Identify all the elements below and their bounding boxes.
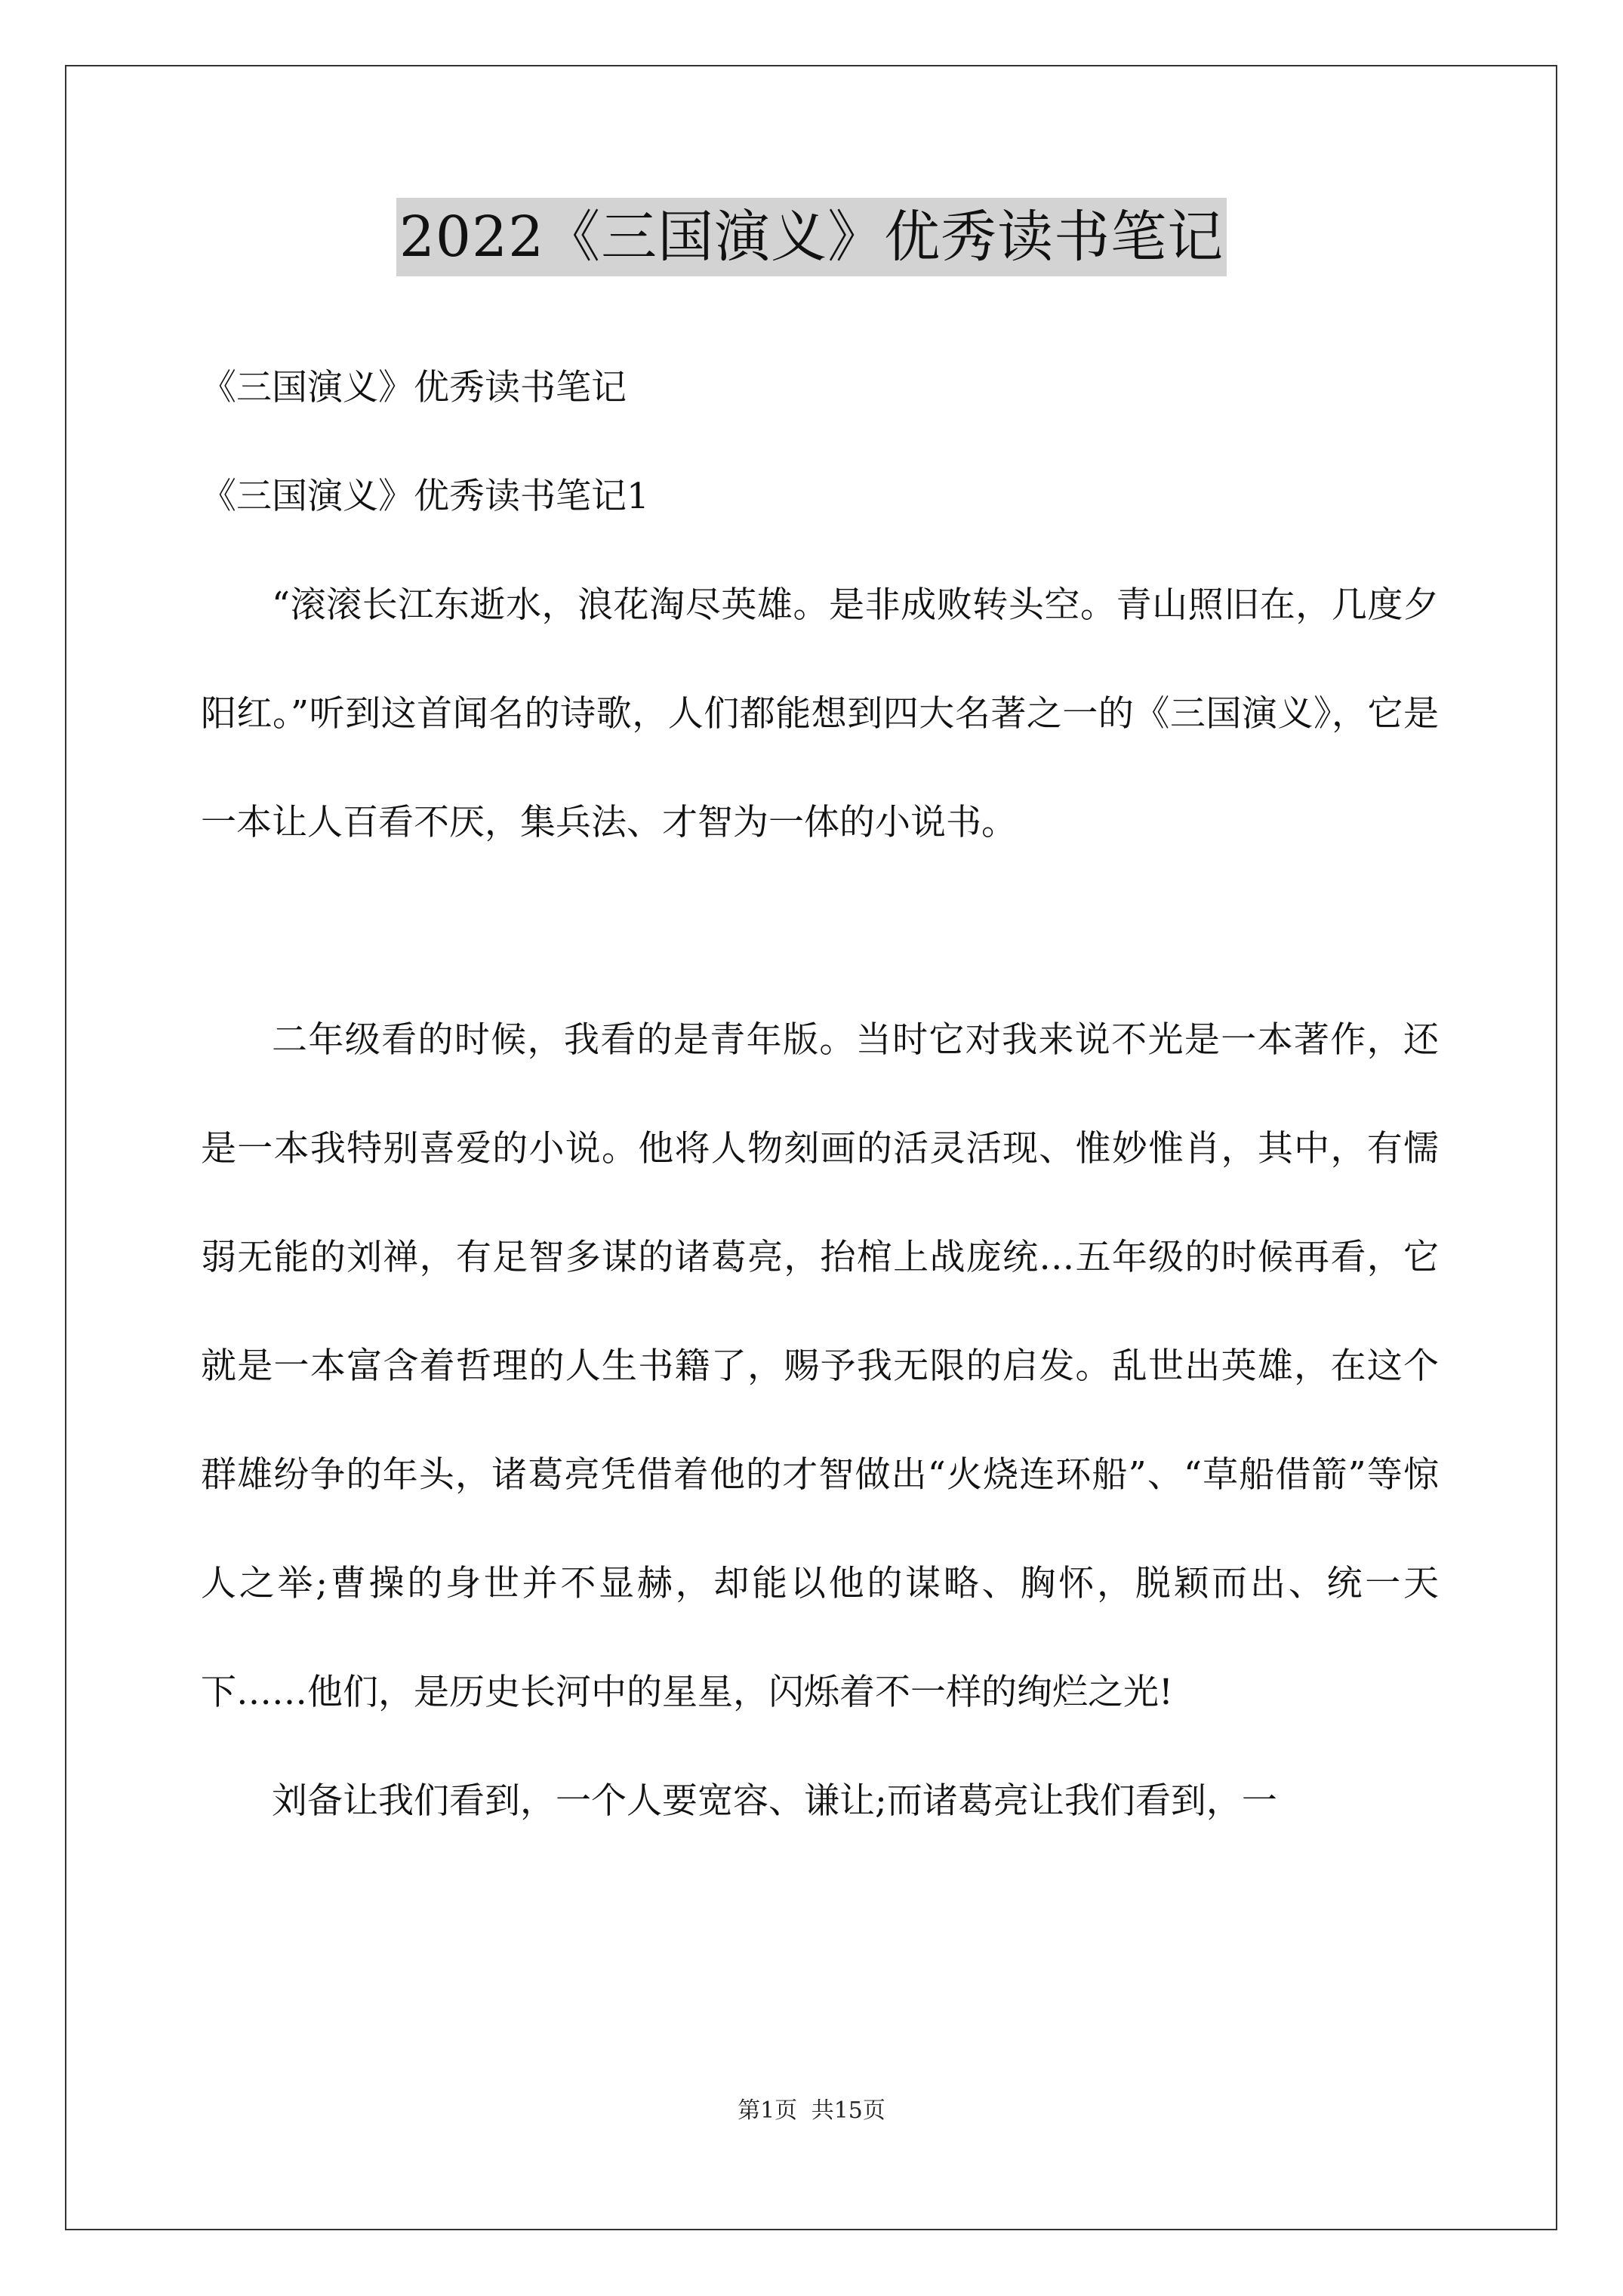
paragraph-1: “滚滚长江东逝水，浪花淘尽英雄。是非成败转头空。青山照旧在，几度夕阳红。”听到这首闻名的诗歌，人们都能想到四大名著之一的《三国演义》，它是一本让人百看不厌，集兵法、才智为一体的小说书。 xyxy=(201,584,1439,843)
document-title: 2022《三国演义》优秀读书笔记 xyxy=(396,198,1227,276)
title-container xyxy=(0,198,1623,276)
page-footer: 第1页 共15页 xyxy=(738,2097,885,2124)
document-body xyxy=(201,334,1439,1856)
paragraph-2: 二年级看的时候，我看的是青年版。当时它对我来说不光是一本著作，还是一本我特别喜爱的小说。他将人物刻画的活灵活现、惟妙惟肖，其中，有懦弱无能的刘禅，有足智多谋的诸葛亮，抬棺上战庞统…五年级的时候再看，它就是一本富含着哲理的人生书籍了，赐予我无限的启发。乱世出英雄，在这个群雄纷争的年头，诸葛亮凭借着他的才智做出“火烧连环船”、“草船借箭”等惊人之举;曹操的身世并不显赫，却能以他的谋略、胸怀，脱颖而出、统一天下……他们，是历史长河中的星星，闪烁着不一样的绚烂之光! xyxy=(201,1019,1439,1713)
paragraph-3: 刘备让我们看到，一个人要宽容、谦让;而诸葛亮让我们看到，一 xyxy=(272,1780,1277,1822)
section-heading: 《三国演义》优秀读书笔记1 xyxy=(201,476,649,517)
subtitle: 《三国演义》优秀读书笔记 xyxy=(201,367,627,408)
